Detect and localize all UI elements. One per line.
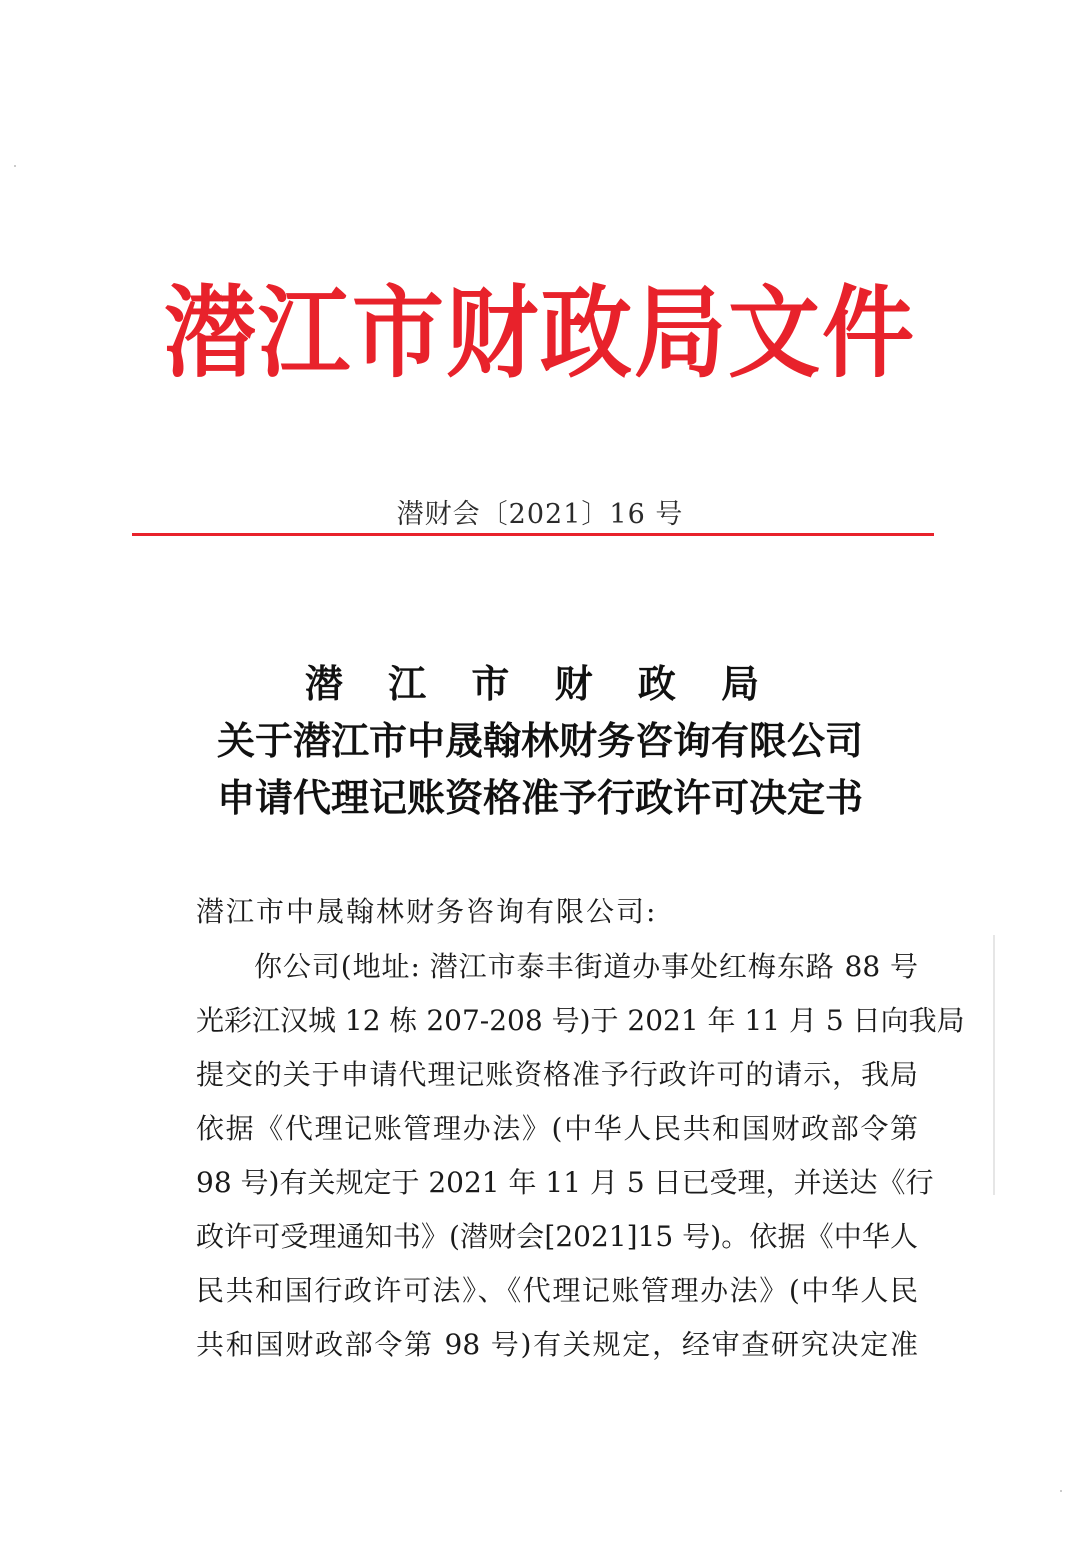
body-line: 你公司(地址: 潜江市泰丰街道办事处红梅东路 88 号: [254, 950, 918, 983]
title-issuer: 潜 江 市 财 政 局: [304, 661, 776, 706]
scan-speck: [1060, 1490, 1062, 1492]
body-line: 政许可受理通知书》(潜财会[2021]15 号)。依据《中华人: [196, 1220, 918, 1253]
body-line: 98 号)有关规定于 2021 年 11 月 5 日已受理，并送达《行: [196, 1166, 934, 1199]
body-text: [196, 940, 965, 1372]
body-line: 依据《代理记账管理办法》(中华人民共和国财政部令第: [196, 1112, 918, 1145]
document-number: 潜财会〔2021〕16 号: [396, 499, 684, 530]
body-line: 民共和国行政许可法》、《代理记账管理办法》(中华人民: [196, 1274, 918, 1307]
red-header-title: 潜江市财政局文件: [163, 274, 916, 392]
scan-margin-mark: [993, 935, 995, 1195]
title-subject-line-2: 申请代理记账资格准予行政许可决定书: [216, 775, 863, 820]
scan-speck: [14, 165, 16, 167]
document-title: [120, 655, 960, 826]
title-subject-line-1: 关于潜江市中晟翰林财务咨询有限公司: [216, 718, 863, 763]
body-line: 提交的关于申请代理记账资格准予行政许可的请示，我局: [196, 1058, 918, 1091]
red-divider-line: [132, 533, 934, 536]
body-line: 光彩江汉城 12 栋 207-208 号)于 2021 年 11 月 5 日向我局: [196, 1004, 965, 1037]
addressee: 潜江市中晟翰林财务咨询有限公司:: [196, 895, 658, 928]
body-line: 共和国财政部令第 98 号)有关规定，经审查研究决定准: [196, 1328, 918, 1361]
